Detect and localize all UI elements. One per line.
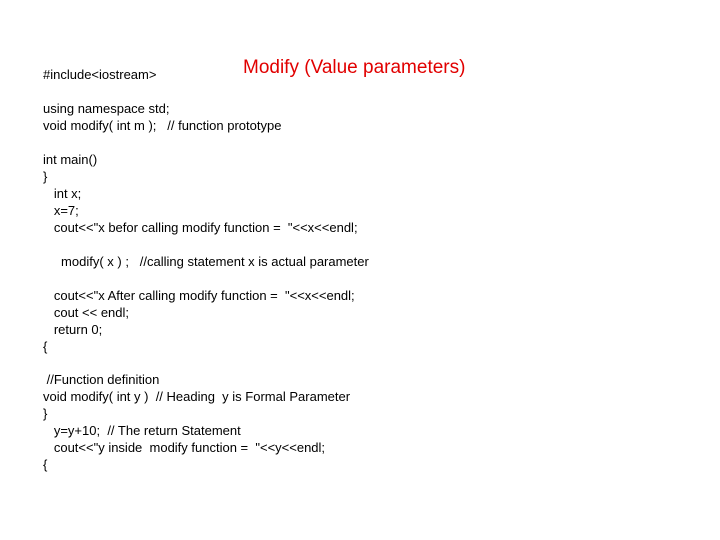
code-line: cout<<"y inside modify function = "<<y<<endl; <box>43 440 326 455</box>
code-line: return 0; <box>43 322 103 337</box>
code-line: cout<<"x befor calling modify function = "<<x<<endl; <box>43 220 358 235</box>
code-line: #include<iostream> <box>43 67 157 82</box>
code-line: cout << endl; <box>43 305 130 320</box>
code-line: //Function definition <box>43 372 160 387</box>
code-line: int main() <box>43 152 98 167</box>
code-line: } <box>43 406 48 421</box>
code-line: { <box>43 457 48 472</box>
code-line: y=y+10; // The return Statement <box>43 423 241 438</box>
code-line: x=7; <box>43 203 79 218</box>
slide-title: Modify (Value parameters) <box>243 57 466 78</box>
code-line: int x; <box>43 186 82 201</box>
code-line: modify( x ) ; //calling statement x is actual parameter <box>43 254 369 269</box>
code-line: { <box>43 339 48 354</box>
code-line: void modify( int m ); // function prototype <box>43 118 282 133</box>
code-line: } <box>43 169 48 184</box>
code-line: cout<<"x After calling modify function = "<<x<<endl; <box>43 288 355 303</box>
code-line: void modify( int y ) // Heading y is Formal Parameter <box>43 389 351 404</box>
code-line: using namespace std; <box>43 101 170 116</box>
